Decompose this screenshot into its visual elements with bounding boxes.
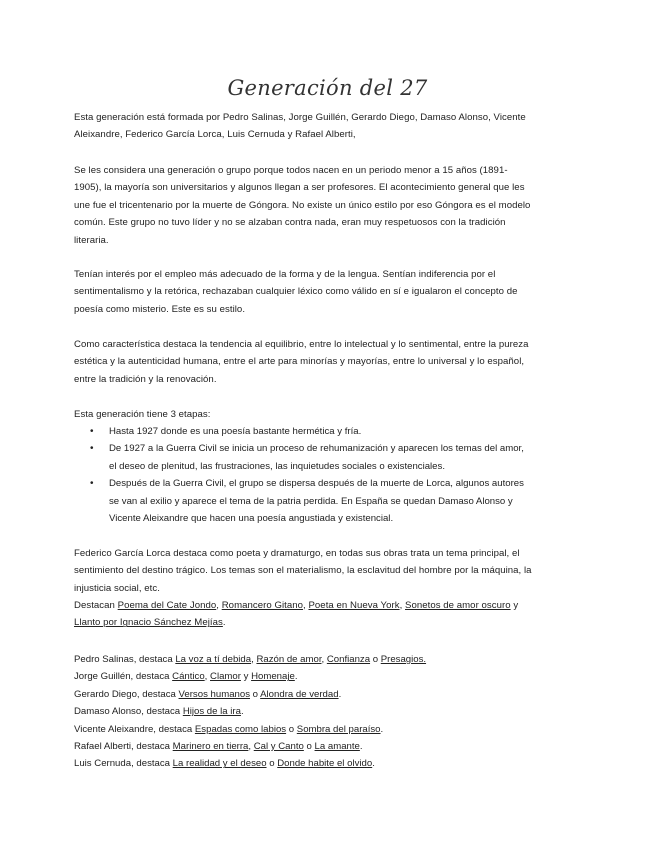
work-link[interactable]: Llanto por Ignacio Sánchez Mejías: [74, 617, 223, 629]
lorca-paragraph: Federico García Lorca destaca como poeta y dramaturgo, en todas sus obras trata un tema principal, el sentimiento del destino trágico. Los temas son el materialismo, la esclavitud del hombre por la máquina, la injusticia social, etc.: [74, 548, 532, 594]
author-row-cernuda: Luis Cernuda, destaca La realidad y el deseo o Donde habite el olvido.: [74, 758, 375, 770]
lorca-works: Destacan Poema del Cate Jondo, Romancero Gitano, Poeta en Nueva York, Sonetos de amor oscuro y Llanto por Ignacio Sánchez Mejías.: [74, 600, 519, 629]
work-link[interactable]: Confianza: [326, 654, 371, 665]
paragraph-style: Tenían interés por el empleo más adecuado de la forma y de la lengua. Sentían indiferencia por el sentimentalismo y la retórica, rechazaban cualquier léxico como válido en sí e igualaron el concepto de poesía como misterio. Este es su estilo.: [74, 269, 518, 315]
work-link[interactable]: Razón de amor: [256, 654, 322, 665]
work-link[interactable]: Sonetos de amor oscuro: [405, 600, 511, 611]
work-link[interactable]: La amante: [314, 741, 360, 753]
work-link[interactable]: Hijos de la ira: [182, 706, 241, 718]
work-link[interactable]: Marinero en tierra: [172, 741, 249, 753]
authors-works-list: [74, 651, 544, 773]
paragraph-generation-reasons: Se les considera una generación o grupo porque todos nacen en un periodo menor a 15 años (1891-1905), la mayoría son universitarios y algunos llegan a ser profesores. El acontecimiento general que les une fue el tricentenario por la muerte de Góngora. No existe un único estilo por eso Góngora es el modelo común. Este grupo no tuvo líder y no se alzaban contra nada, eran muy respetuosos con la tradición literaria.: [74, 165, 531, 246]
author-row-salinas: Pedro Salinas, destaca La voz a tí debida, Razón de amor, Confianza o Presagios.: [74, 654, 427, 665]
work-link[interactable]: Alondra de verdad: [260, 688, 339, 700]
work-link[interactable]: Poema del Cate Jondo: [117, 600, 217, 611]
work-link[interactable]: Clamor: [210, 671, 241, 683]
work-link[interactable]: Versos humanos: [178, 688, 250, 700]
work-link[interactable]: Presagios.: [380, 654, 427, 665]
document-title: Generación del 27: [227, 76, 428, 100]
author-row-guillen: Jorge Guillén, destaca Cántico, Clamor y Homenaje.: [74, 671, 298, 683]
work-link[interactable]: Sombra del paraíso: [296, 723, 381, 735]
work-link[interactable]: La voz a tí debida: [175, 654, 252, 665]
work-link[interactable]: Cal y Canto: [253, 741, 304, 753]
work-link[interactable]: Cántico: [172, 671, 205, 683]
intro-paragraph: Esta generación está formada por Pedro Salinas, Jorge Guillén, Gerardo Diego, Damaso Alonso, Vicente Aleixandre, Federico García Lorca, Luis Cernuda y Rafael Alberti,: [74, 112, 526, 141]
author-row-diego: Gerardo Diego, destaca Versos humanos o Alondra de verdad.: [74, 688, 342, 700]
stages-intro: Esta generación tiene 3 etapas:: [74, 409, 211, 420]
work-link[interactable]: Espadas como labios: [194, 723, 287, 735]
work-link[interactable]: La realidad y el deseo: [172, 758, 267, 770]
work-link[interactable]: Romancero Gitano: [221, 600, 304, 611]
work-link[interactable]: Donde habite el olvido: [277, 758, 373, 770]
author-row-aleixandre: Vicente Aleixandre, destaca Espadas como labios o Sombra del paraíso.: [74, 723, 384, 735]
stage-item: • Después de la Guerra Civil, el grupo se dispersa después de la muerte de Lorca, algunos autores se van al exilio y aparece el tema de la patria perdida. En España se quedan Damaso Alonso y Vicente Aleixandre que hacen una poesía angustiada y existencial.: [90, 475, 530, 527]
author-row-alberti: Rafael Alberti, destaca Marinero en tierra, Cal y Canto o La amante.: [74, 741, 363, 753]
stages-list: [90, 423, 530, 527]
work-link[interactable]: Poeta en Nueva York: [308, 600, 400, 611]
stage-item: • De 1927 a la Guerra Civil se inicia un proceso de rehumanización y aparecen los temas del amor, el deseo de plenitud, las frustraciones, las inquietudes sociales o existenciales.: [90, 440, 530, 475]
work-link[interactable]: Homenaje: [251, 671, 295, 683]
paragraph-characteristics: Como característica destaca la tendencia al equilibrio, entre lo intelectual y lo sentimental, entre la pureza estética y la autenticidad humana, entre el arte para minorías y mayorías, entre lo universal y lo español, entre la tradición y la renovación.: [74, 339, 529, 385]
stage-item: • Hasta 1927 donde es una poesía bastante hermética y fría.: [90, 423, 530, 440]
author-row-alonso: Damaso Alonso, destaca Hijos de la ira.: [74, 706, 244, 718]
